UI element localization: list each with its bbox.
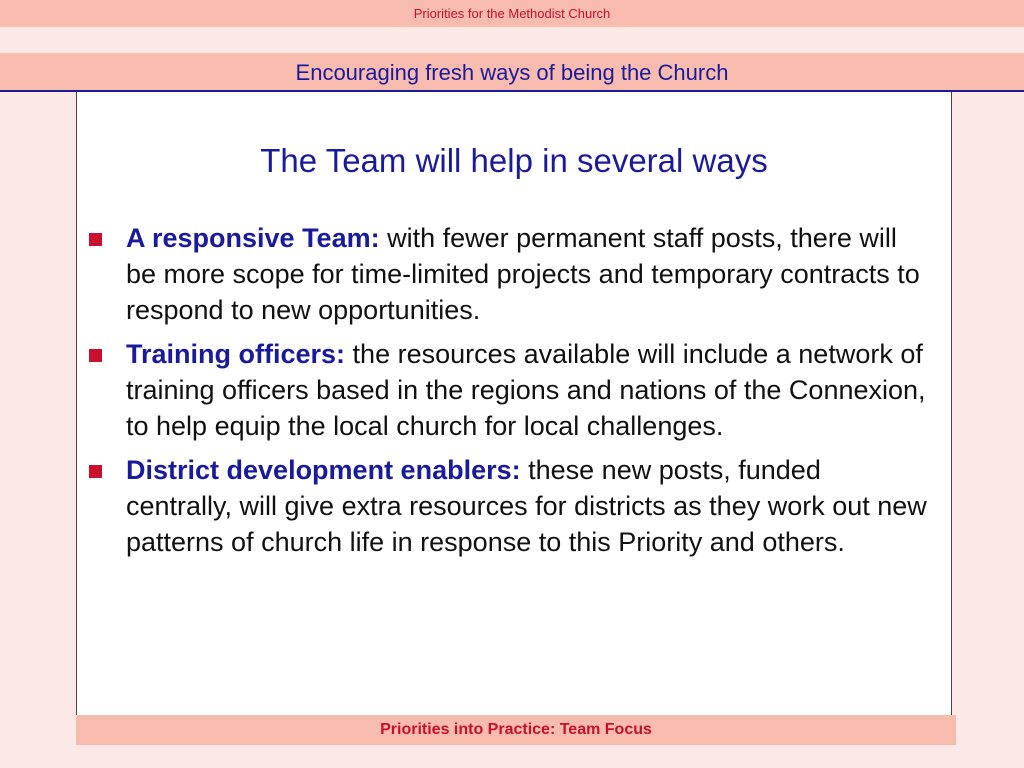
bullet-lead: District development enablers: [126,455,521,485]
slide-content-area [76,92,952,737]
bullet-text: the resources available will include a network of training officers based in the regions and nations of the Connexion, to help equip the local church for local challenges. [126,339,926,441]
top-header-title: Priorities for the Methodist Church [413,6,611,21]
bullet-item-district-enablers [89,452,929,560]
footer-label: Priorities into Practice: Team Focus [380,721,652,738]
square-bullet-icon [89,349,102,362]
top-header-bar [0,0,1024,27]
footer-bar [76,715,956,745]
bullet-item-training-officers [89,336,929,444]
bullet-lead: Training officers: [126,339,346,369]
bullet-text: these new posts, funded centrally, will give extra resources for districts as they work out new patterns of church life in response to this Priority and others. [126,455,927,557]
bullet-text: with fewer permanent staff posts, there will be more scope for time-limited projects and temporary contracts to respond to new opportunities. [126,223,920,325]
square-bullet-icon [89,465,102,478]
subtitle-bar [0,53,1024,92]
bullet-item-responsive-team [89,220,929,328]
slide-title: The Team will help in several ways [260,142,768,179]
bullet-lead: A responsive Team: [126,223,380,253]
bullet-list [89,220,929,568]
square-bullet-icon [89,233,102,246]
subtitle-text: Encouraging fresh ways of being the Church [295,60,729,85]
